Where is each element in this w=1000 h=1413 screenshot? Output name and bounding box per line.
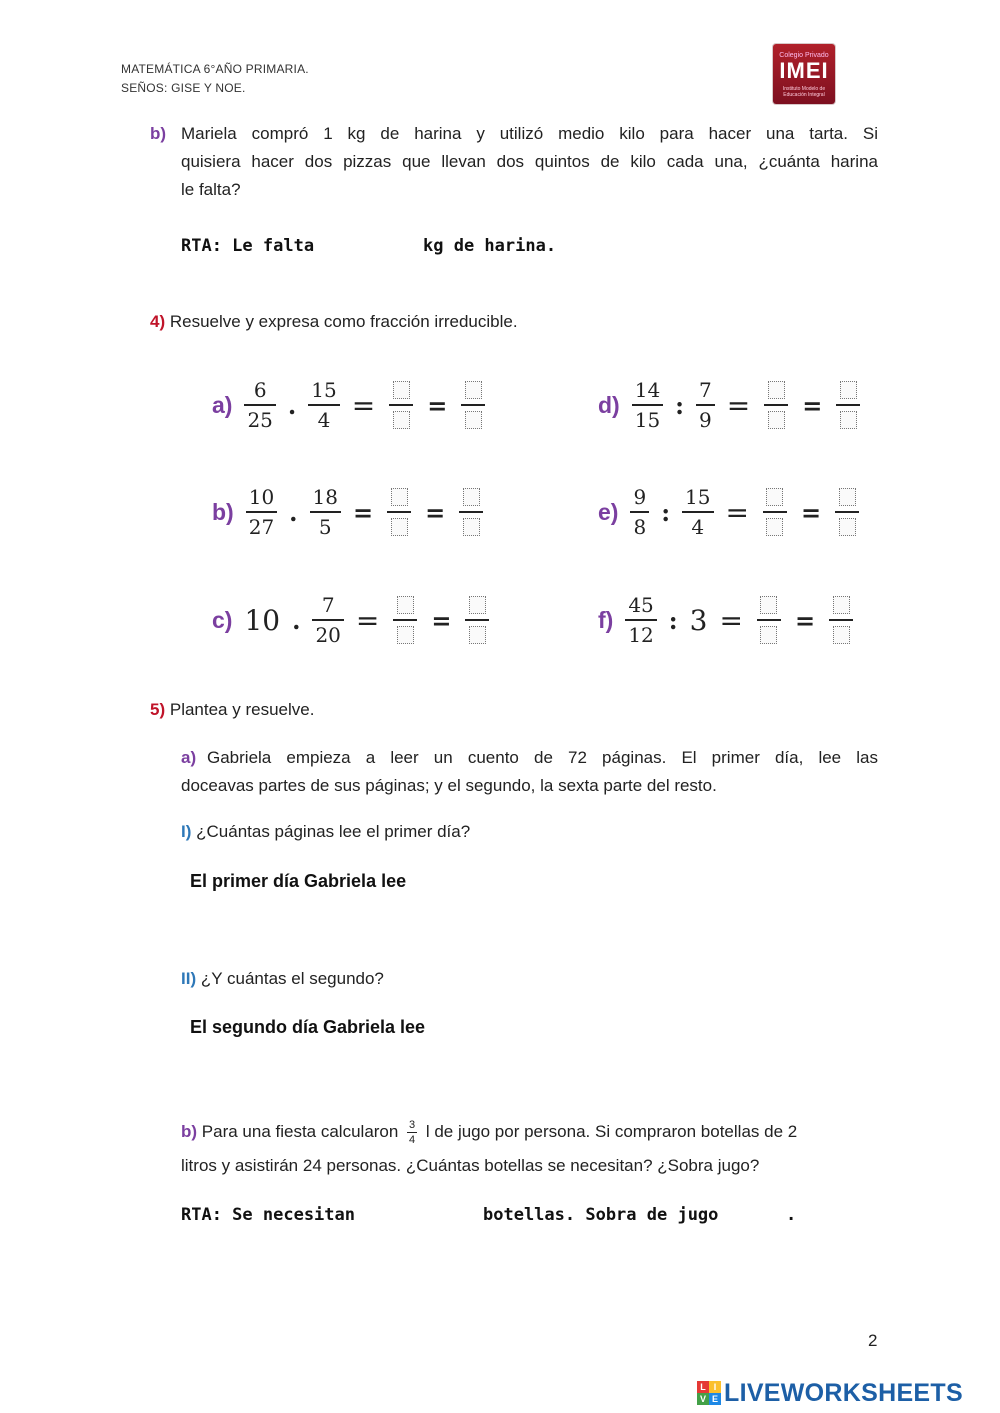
answer-fraction-1 [393,596,417,644]
exercise-e-fraction-2 [682,485,713,539]
fraction-bar [835,511,859,513]
fraction-denominator: 5 [318,515,332,539]
liveworksheets-brand[interactable] [697,1376,963,1410]
exercise-e-letter: e) [598,498,619,525]
denominator-input[interactable] [397,626,414,644]
numerator-input[interactable] [760,596,777,614]
q5-instruction: Plantea y resuelve. [169,700,315,719]
fraction-bar [461,404,485,406]
exercise-d-letter: d) [598,391,620,418]
fraction-bar [630,511,649,513]
exercise-b-letter: b) [212,498,234,525]
denominator-input[interactable] [469,626,486,644]
q3b-line2: quisiera hacer dos pizzas que llevan dos quintos de kilo cada una, ¿cuánta harina [181,152,878,171]
exercise-d-fraction-1 [632,378,663,432]
denominator-input[interactable] [465,411,482,429]
q5a-i-question-row [181,818,470,846]
q3b-line1: Mariela compró 1 kg de harina y utilizó medio kilo para hacer una tarta. Si [181,124,878,143]
liveworksheets-logo-icon [697,1381,721,1405]
fraction-numerator: 15 [311,378,337,402]
fraction-denominator: 25 [247,408,273,432]
fraction-denominator: 12 [628,623,654,647]
operator: . [292,605,301,635]
badge-letter: I [709,1381,721,1393]
operator: : [675,390,685,420]
numerator-input[interactable] [397,596,414,614]
equals-sign: = [355,603,380,637]
badge-letter: E [709,1393,721,1405]
answer-fraction-2 [829,596,853,644]
whole-number: 10 [244,603,281,637]
fraction-bar [308,404,339,406]
exercise-a-fraction-1 [244,378,275,432]
q5a-i-question: ¿Cuántas páginas lee el primer día? [196,822,471,841]
q5a-label: a) [181,748,197,767]
q5b-answer-prefix: RTA: Se necesitan [181,1205,355,1225]
answer-fraction-2 [459,488,483,536]
denominator-input[interactable] [463,518,480,536]
fraction-bar [387,511,411,513]
exercise-c [212,585,497,655]
fraction-denominator: 9 [699,408,712,432]
q5b-label: b) [181,1121,198,1141]
q5b-line1-pre: Para una fiesta calcularon [201,1121,399,1141]
numerator-input[interactable] [391,488,408,506]
answer-fraction-2 [836,381,860,429]
q3b-statement [150,120,878,204]
equals-sign: = [725,495,749,529]
logo-bottom-text: Instituto Modelo de Educación Integral [782,86,826,98]
q5a-ii-answer: El segundo día Gabriela lee [190,1017,426,1037]
numerator-input[interactable] [469,596,486,614]
exercise-a-fraction-2 [308,378,339,432]
exercise-b [212,477,491,547]
denominator-input[interactable] [760,626,777,644]
logo-main-text: IMEI [779,58,829,83]
numerator-input[interactable] [766,488,783,506]
fraction-bar [389,404,413,406]
q5-heading [150,696,314,724]
fraction-numerator: 14 [634,378,661,402]
q5a-i-label: I) [181,822,192,841]
equals-sign: = [719,603,743,637]
page-number: 2 [868,1331,878,1350]
answer-fraction-2 [835,488,859,536]
fraction-bar [459,511,483,513]
fraction-numerator: 3 [409,1119,416,1131]
numerator-input[interactable] [768,381,785,399]
exercise-f [598,585,861,655]
numerator-input[interactable] [393,381,410,399]
denominator-input[interactable] [393,411,410,429]
fraction-denominator: 27 [248,515,275,539]
exercise-a-letter: a) [212,391,233,418]
equals-sign: = [794,605,816,635]
equals-sign: = [802,390,823,420]
q5a-ii-label: II) [181,969,197,988]
fraction-bar [763,511,787,513]
fraction-bar [696,404,715,406]
q5a-ii-answer-blank[interactable] [464,1014,604,1038]
fraction-numerator: 7 [699,378,712,402]
fraction-bar [244,404,275,406]
equals-sign: = [800,497,822,527]
q5b-bottles-blank[interactable] [362,1203,472,1225]
fraction-bar [632,404,663,406]
answer-fraction-1 [763,488,787,536]
numerator-input[interactable] [840,381,857,399]
equals-sign: = [431,605,452,635]
q5b-statement [181,1114,878,1180]
answer-fraction-1 [757,596,781,644]
operator: . [289,497,298,527]
liveworksheets-wordmark: LIVEWORKSHEETS [724,1378,963,1407]
q5b-line2: litros y asistirán 24 personas. ¿Cuántas botellas se necesitan? ¿Sobra jugo? [181,1156,760,1175]
numerator-input[interactable] [833,596,850,614]
denominator-input[interactable] [391,518,408,536]
q5a-i-answer: El primer día Gabriela lee [190,871,407,891]
whole-number: 3 [689,603,708,637]
header-subject: MATEMÁTICA 6°AÑO PRIMARIA. [121,62,309,76]
equals-sign: = [352,497,374,527]
q5a-i-answer-blank[interactable] [452,868,592,892]
answer-fraction-1 [387,488,411,536]
answer-fraction-1 [389,381,413,429]
denominator-input[interactable] [839,518,856,536]
equals-sign: = [425,497,446,527]
fraction-bar [393,619,417,621]
fraction-denominator: 4 [409,1134,416,1146]
q5b-answer-mid: botellas. Sobra de jugo [483,1205,719,1225]
badge-letter: V [697,1393,709,1405]
fraction-denominator: 4 [691,515,705,539]
fraction-bar [246,511,277,513]
numerator-input[interactable] [463,488,480,506]
numerator-input[interactable] [465,381,482,399]
answer-fraction-2 [465,596,489,644]
operator: : [661,497,671,527]
q5b-answer-end: . [786,1205,797,1225]
logo-top-text: Colegio Privado [779,52,829,59]
fraction-bar [836,404,860,406]
q4-number: 4) [150,312,166,331]
exercise-f-fraction [625,593,656,647]
fraction-denominator: 15 [634,408,661,432]
q3b-answer-prefix: RTA: Le falta [181,236,315,256]
exercise-c-letter: c) [212,606,233,633]
exercise-c-fraction [312,593,343,647]
fraction-numerator: 10 [248,485,275,509]
fraction-numerator: 7 [321,593,335,617]
exercise-d-fraction-2 [696,378,715,432]
fraction-denominator: 4 [317,408,331,432]
exercise-d [598,370,868,440]
operator: . [287,390,297,420]
fraction-denominator: 20 [315,623,341,647]
denominator-input[interactable] [840,411,857,429]
fraction-bar [757,619,781,621]
fraction-numerator: 9 [633,485,647,509]
answer-fraction-2 [461,381,485,429]
fraction-bar [764,404,788,406]
fraction-bar [625,619,656,621]
q5a-ii-question: ¿Y cuántas el segundo? [200,969,384,988]
q5b-fraction [407,1119,417,1146]
fraction-numerator: 45 [628,593,654,617]
school-logo [773,44,835,104]
numerator-input[interactable] [839,488,856,506]
q3b-line3: le falta? [181,180,241,199]
fraction-bar [407,1132,417,1133]
fraction-bar [310,511,341,513]
q3b-answer-suffix: kg de harina. [423,236,557,256]
fraction-bar [465,619,489,621]
q3b-label: b) [150,124,167,143]
exercise-a [212,370,493,440]
fraction-bar [312,619,343,621]
q5a-statement [181,744,878,800]
q3b-answer-blank[interactable] [318,234,414,256]
q4-heading [150,308,518,336]
equals-sign: = [351,388,376,422]
fraction-numerator: 6 [253,378,267,402]
exercise-f-letter: f) [598,606,614,633]
q5a-line2: doceavas partes de sus páginas; y el segundo, la sexta parte del resto. [181,776,717,795]
fraction-numerator: 15 [685,485,711,509]
fraction-denominator: 8 [633,515,647,539]
fraction-numerator: 18 [312,485,338,509]
fraction-bar [829,619,853,621]
denominator-input[interactable] [768,411,785,429]
exercise-e-fraction-1 [630,485,649,539]
q5b-line1-post: l de jugo por persona. Si compraron botellas de 2 [425,1121,798,1141]
denominator-input[interactable] [766,518,783,536]
operator: : [668,605,678,635]
equals-sign: = [726,388,751,422]
equals-sign: = [427,390,448,420]
header-teachers: SEÑOS: GISE Y NOE. [121,81,246,95]
fraction-bar [682,511,713,513]
denominator-input[interactable] [833,626,850,644]
q5a-ii-question-row [181,965,384,993]
q5-number: 5) [150,700,166,719]
exercise-b-fraction-1 [246,485,277,539]
exercise-e [598,477,867,547]
q5a-line1: Gabriela empieza a leer un cuento de 72 páginas. El primer día, lee las [207,748,878,767]
exercise-b-fraction-2 [310,485,341,539]
badge-letter: L [697,1381,709,1393]
answer-fraction-1 [764,381,788,429]
q5b-juice-blank[interactable] [706,1203,782,1225]
q4-instruction: Resuelve y expresa como fracción irreducible. [169,312,518,331]
